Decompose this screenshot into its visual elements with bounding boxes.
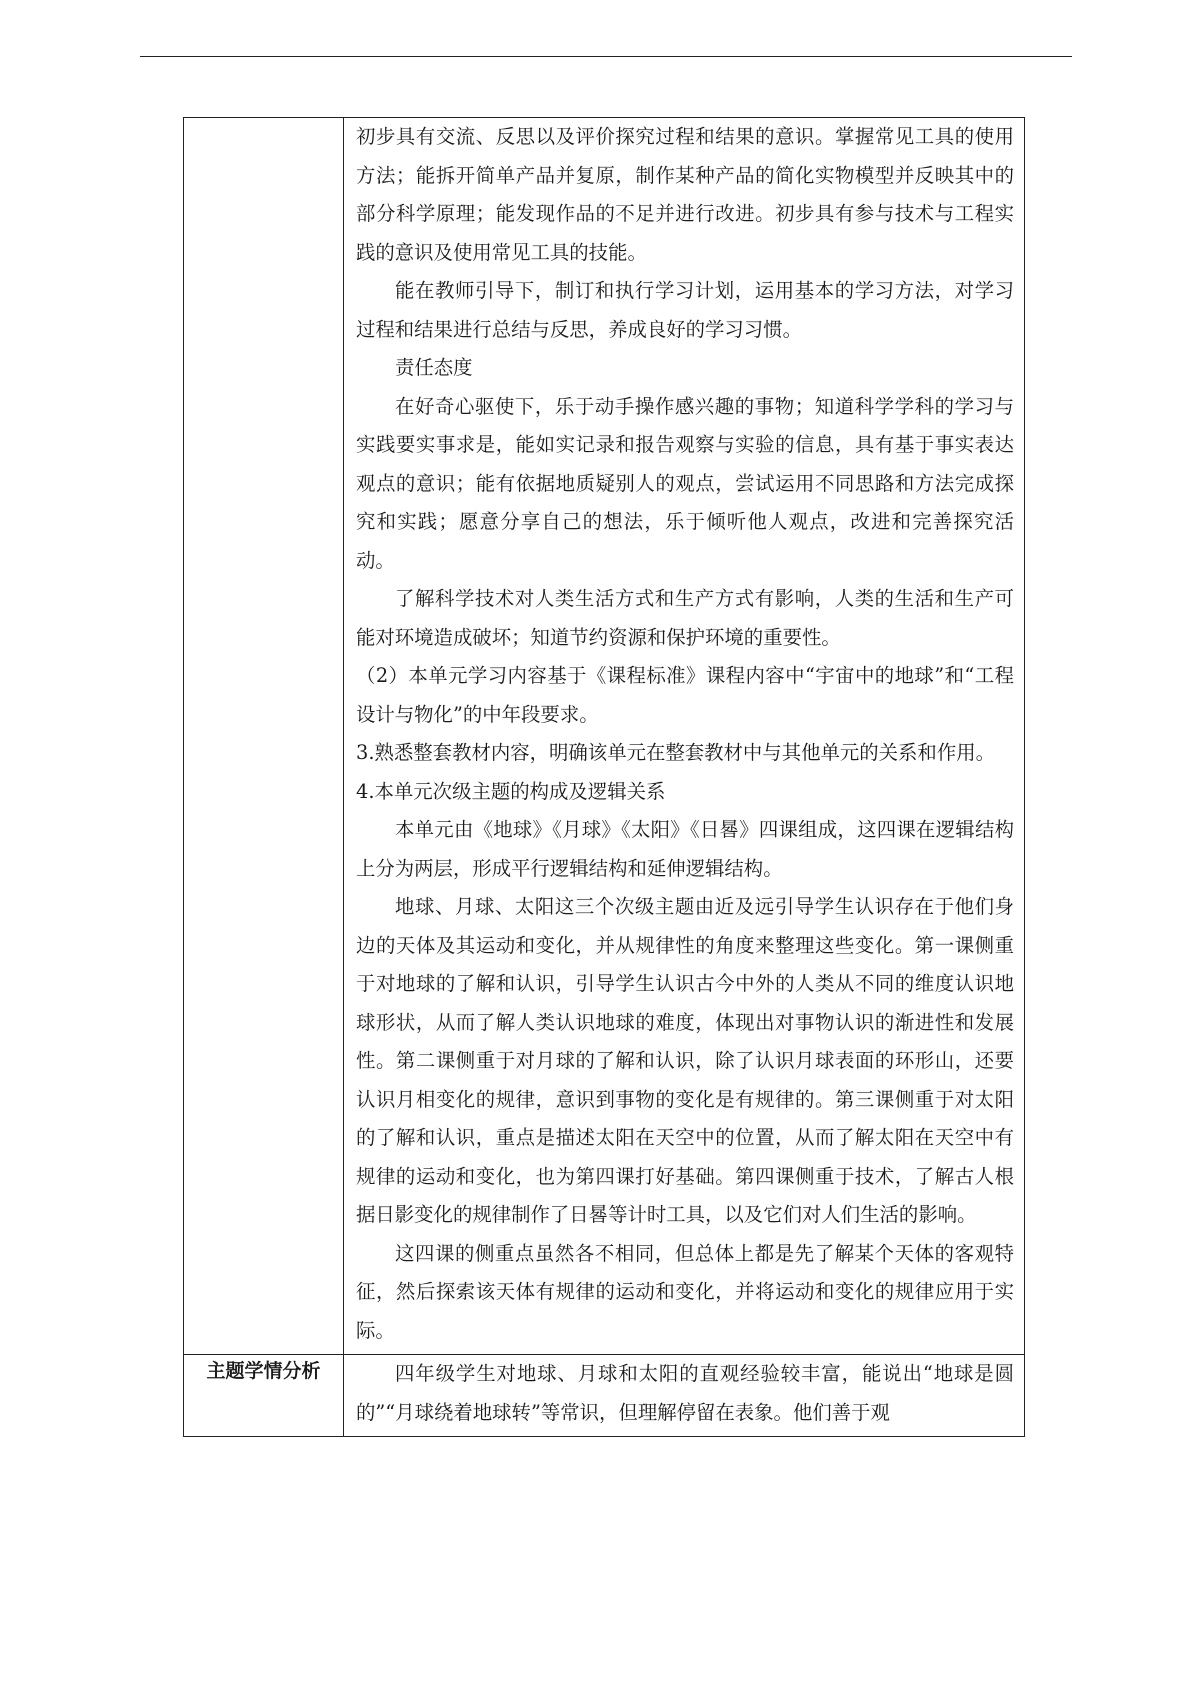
row-label-cell: 主题学情分析: [184, 1355, 344, 1437]
table-row-unit-analysis: [184, 118, 1025, 1355]
paragraph: 四年级学生对地球、月球和太阳的直观经验较丰富，能说出“地球是圆的”“月球绕着地球转”等常识，但理解停留在表象。他们善于观: [356, 1362, 1014, 1424]
section-heading: 4.本单元次级主题的构成及逻辑关系: [356, 779, 666, 803]
paragraph: （2）本单元学习内容基于《课程标准》课程内容中“宇宙中的地球”和“工程设计与物化”的中年段要求。: [356, 664, 1014, 726]
paragraph: 这四课的侧重点虽然各不相同，但总体上都是先了解某个天体的客观特征，然后探索该天体有规律的运动和变化，并将运动和变化的规律应用于实际。: [356, 1241, 1014, 1342]
row-content-cell: [344, 1355, 1025, 1437]
paragraph: 3.熟悉整套教材内容，明确该单元在整套教材中与其他单元的关系和作用。: [356, 741, 995, 764]
paragraph: 地球、月球、太阳这三个次级主题由近及远引导学生认识存在于他们身边的天体及其运动和变化，并从规律性的角度来整理这些变化。第一课侧重于对地球的了解和认识，引导学生认识古今中外的人类从不同的维度认识地球形状，从而了解人类认识地球的难度，体现出对事物认识的渐进性和发展性。第二课侧重于对月球的了解和认识，除了认识月球表面的环形山，还要认识月相变化的规律，意识到事物的变化是有规律的。第三课侧重于对太阳的了解和认识，重点是描述太阳在天空中的位置，从而了解太阳在天空中有规律的运动和变化，也为第四课打好基础。第四课侧重于技术，了解古人根据日影变化的规律制作了日晷等计时工具，以及它们对人们生活的影响。: [356, 895, 1014, 1226]
section-heading: 责任态度: [395, 356, 473, 379]
table-row-learner-analysis: [184, 1355, 1025, 1437]
paragraph: 了解科学技术对人类生活方式和生产方式有影响，人类的生活和生产可能对环境造成破坏；知道节约资源和保护环境的重要性。: [356, 587, 1014, 649]
paragraph: 初步具有交流、反思以及评价探究过程和结果的意识。掌握常见工具的使用方法；能拆开简单产品并复原，制作某种产品的简化实物模型并反映其中的部分科学原理；能发现作品的不足并进行改进。初步具有参与技术与工程实践的意识及使用常见工具的技能。: [356, 125, 1014, 264]
header-rule: [140, 56, 1072, 57]
row-label-cell: [184, 118, 344, 1355]
content-table: [183, 117, 1025, 1437]
row-content-cell: [344, 118, 1025, 1355]
paragraph: 本单元由《地球》《月球》《太阳》《日晷》四课组成，这四课在逻辑结构上分为两层，形成平行逻辑结构和延伸逻辑结构。: [356, 818, 1014, 880]
paragraph: 能在教师引导下，制订和执行学习计划，运用基本的学习方法，对学习过程和结果进行总结与反思，养成良好的学习习惯。: [356, 279, 1014, 341]
paragraph: 在好奇心驱使下，乐于动手操作感兴趣的事物；知道科学学科的学习与实践要实事求是，能如实记录和报告观察与实验的信息，具有基于事实表达观点的意识；能有依据地质疑别人的观点，尝试运用不同思路和方法完成探究和实践；愿意分享自己的想法，乐于倾听他人观点，改进和完善探究活动。: [356, 394, 1014, 572]
